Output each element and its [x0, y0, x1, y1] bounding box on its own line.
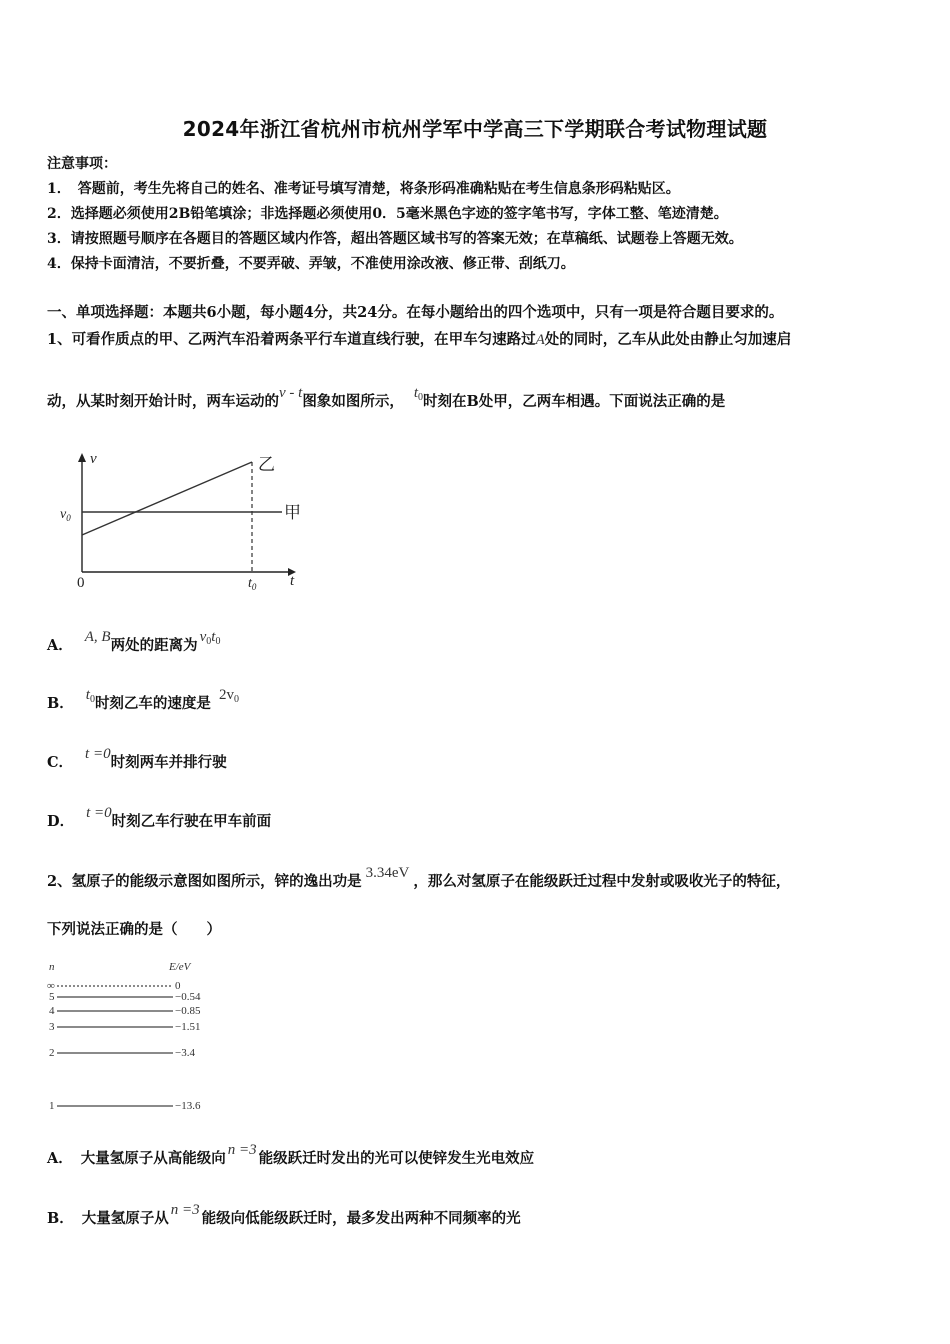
q1-vt: v - t [279, 385, 303, 401]
origin-label: 0 [77, 575, 85, 591]
level-n-4: 4 [49, 1005, 55, 1017]
section-heading: 一、单项选择题：本题共6小题，每小题4分，共24分。在每小题给出的四个选项中，只有一项是符合题目要求的。 [47, 304, 784, 321]
level-e-inf: 0 [175, 980, 181, 992]
v-axis-label: v [90, 451, 97, 467]
q1-option-c[interactable]: C． t =0时刻两车并排行驶 [47, 746, 227, 771]
level-e-5: −0.54 [175, 991, 201, 1003]
energy-level-diagram [45, 958, 225, 1118]
q2-line2: 下列说法正确的是（ ） [47, 921, 221, 938]
level-n-5: 5 [49, 991, 55, 1003]
t0-label: $t_0$ [248, 576, 257, 592]
page-title: 2024年浙江省杭州市杭州学军中学高三下学期联合考试物理试题 [182, 117, 768, 141]
line-yi [82, 462, 252, 535]
level-n-3: 3 [49, 1021, 55, 1033]
q2-work-function: 3.34eV [365, 865, 410, 881]
q1-line2: 动，从某时刻开始计时，两车运动的v - t图象如图所示， $t_0$时刻在B处甲，乙两车相遇。下面说法正确的是 [47, 385, 726, 410]
vt-graph [52, 445, 312, 600]
q2-option-b[interactable]: B． 大量氢原子从 n =3 能级向低能级跃迁时，最多发出两种不同频率的光 [47, 1202, 521, 1227]
label-jia: 甲 [284, 503, 301, 522]
q1-var-a: A [535, 332, 545, 348]
notice-item-4: 4．保持卡面清洁，不要折叠，不要弄破、弄皱，不准使用涂改液、修正带、刮纸刀。 [47, 256, 575, 272]
q1-text-1b: 处的同时，乙车从此处由静止匀加速启 [544, 331, 792, 348]
n-header: n [49, 961, 55, 973]
level-n-2: 2 [49, 1047, 55, 1059]
level-e-2: −3.4 [175, 1047, 195, 1059]
q1-option-a-math: A, B [84, 629, 111, 645]
q1-line1 [47, 328, 791, 349]
level-n-inf: ∞ [47, 980, 55, 992]
notice-heading: 注意事项： [47, 156, 117, 172]
level-e-4: −0.85 [175, 1005, 201, 1017]
notice-item-2: 2．选择题必须使用2B铅笔填涂；非选择题必须使用0．5毫米黑色字迹的签字笔书写，字体工整、笔迹清楚。 [47, 206, 728, 222]
t-axis-label: t [290, 573, 295, 589]
q1-text-1a: 1、可看作质点的甲、乙两汽车沿着两条平行车道直线行驶，在甲车匀速路过 [47, 331, 536, 348]
q2-line1: 2、氢原子的能级示意图如图所示，锌的逸出功是 3.34eV ，那么对氢原子在能级跃迁过程中发射或吸收光子的特征， [47, 865, 791, 890]
level-e-1: −13.6 [175, 1100, 201, 1112]
q1-text-2c: 时刻在B处甲，乙两车相遇。下面说法正确的是 [423, 393, 726, 410]
level-n-1: 1 [49, 1100, 55, 1112]
v-axis-arrow [78, 453, 86, 462]
label-yi: 乙 [258, 455, 275, 474]
level-e-3: −1.51 [175, 1021, 201, 1033]
q1-text-2a: 动，从某时刻开始计时，两车运动的 [47, 393, 279, 410]
q1-option-b[interactable]: B． $t_0$时刻乙车的速度是 $2v_0$ [47, 687, 239, 712]
notice-item-3: 3．请按照题号顺序在各题目的答题区域内作答，超出答题区域书写的答案无效；在草稿纸、试题卷上答题无效。 [47, 231, 743, 247]
q1-text-2b: 图象如图所示， [302, 393, 404, 410]
e-header: E/eV [169, 961, 191, 973]
v0-label: $v_0$ [60, 507, 71, 523]
q2-option-a[interactable]: A． 大量氢原子从高能级向 n =3 能级跃迁时发出的光可以使锌发生光电效应 [47, 1142, 535, 1167]
q1-option-a[interactable]: A． A, B两处的距离为 $v_0t_0$ [47, 629, 221, 654]
q1-t0: t [413, 385, 418, 401]
notice-item-1: 1． 答题前，考生先将自己的姓名、准考证号填写清楚，将条形码准确粘贴在考生信息条形码粘贴区。 [47, 181, 680, 197]
q1-option-d[interactable]: D． t =0时刻乙车行驶在甲车前面 [47, 805, 272, 830]
